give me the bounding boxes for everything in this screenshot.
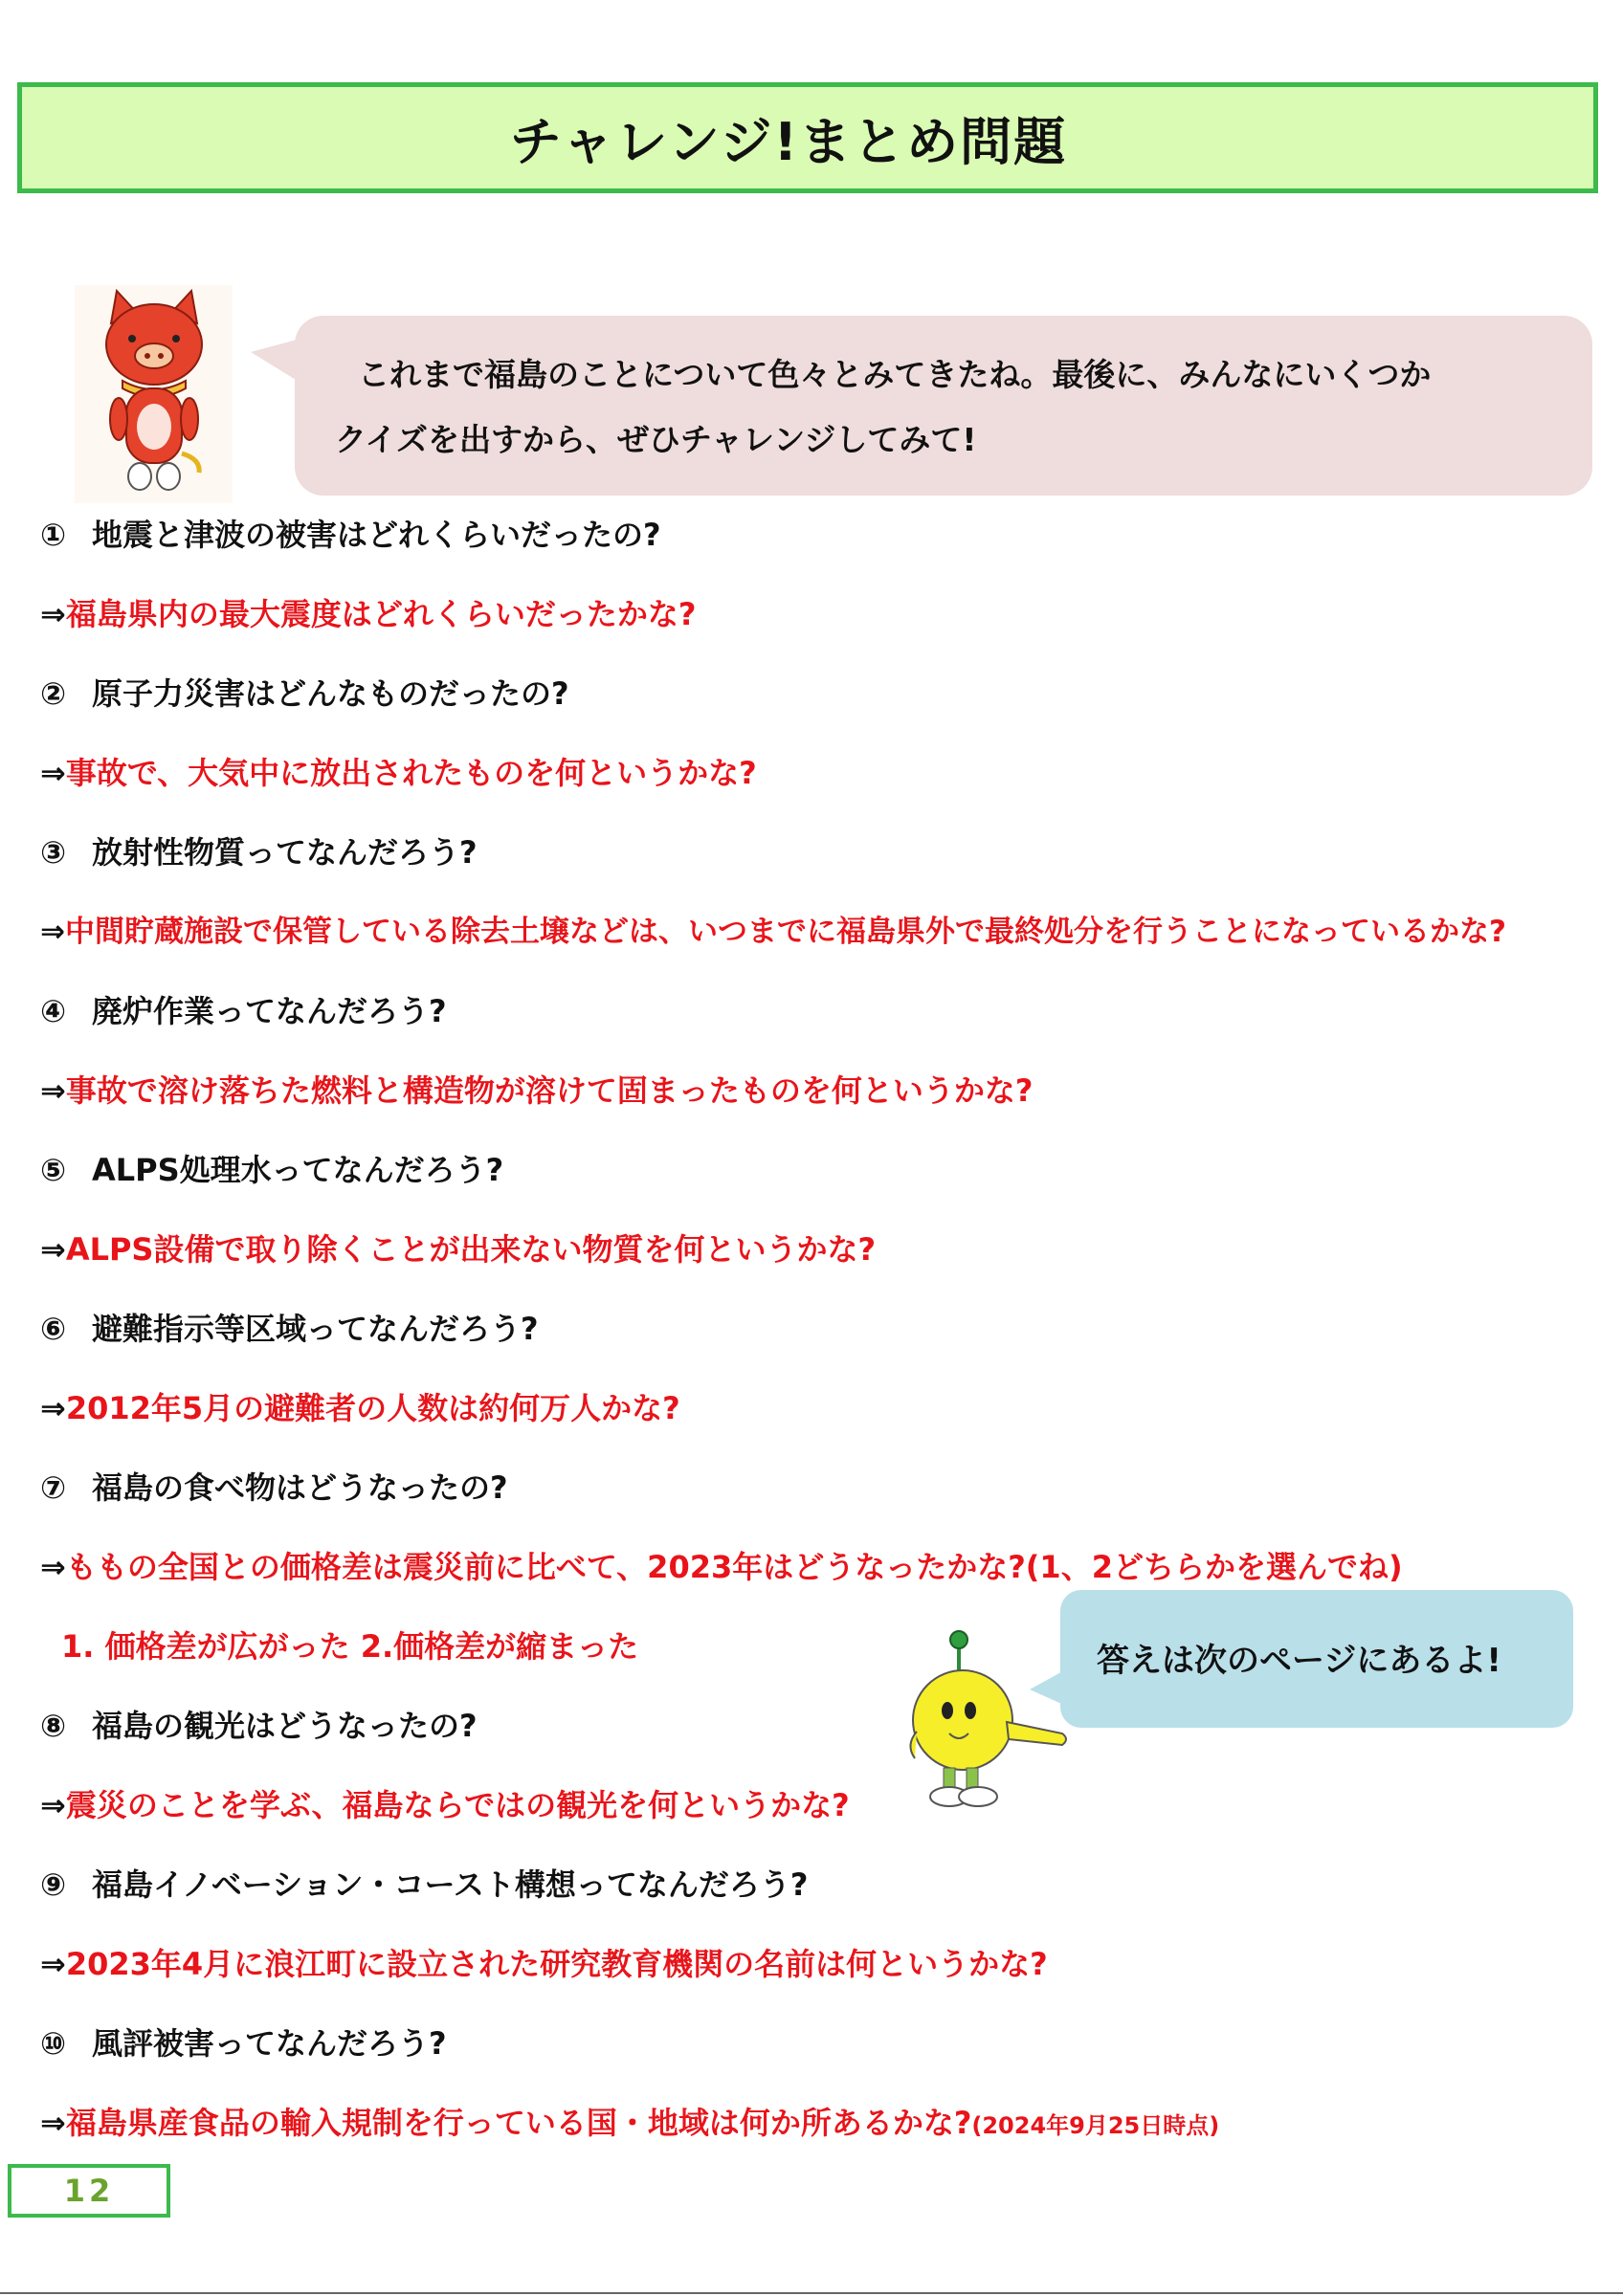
arrow-icon: ⇒ — [40, 1549, 66, 1585]
question-number: ④ — [40, 993, 67, 1029]
quiz-question-3 — [40, 831, 478, 873]
quiz-question-5 — [40, 1149, 503, 1191]
date-note: (2024年9月25日時点) — [971, 2112, 1220, 2139]
question-text: 福島の観光はどうなったの? — [92, 1708, 478, 1744]
arrow-icon: ⇒ — [40, 755, 66, 791]
quiz-hint-7 — [40, 1546, 1403, 1588]
question-number: ③ — [40, 834, 67, 871]
answer-hint-text: 答えは次のページにあるよ! — [1097, 1642, 1501, 1680]
hint-text: 中間貯蔵施設で保管している除去土壌などは、いつまでに福島県外で最終処分を行うことになっているかな? — [64, 915, 1506, 949]
quiz-hint-6 — [40, 1387, 680, 1429]
quiz-hint-9 — [40, 1943, 1048, 1985]
page-number-box — [8, 2164, 170, 2218]
quiz-question-9 — [40, 1864, 808, 1906]
question-text: 原子力災害はどんなものだったの? — [92, 675, 569, 712]
hint-text: 福島県産食品の輸入規制を行っている国・地域は何か所あるかな? — [65, 2105, 972, 2141]
arrow-icon: ⇒ — [40, 596, 66, 632]
hint-text: 事故で、大気中に放出されたものを何というかな? — [65, 755, 757, 791]
quiz-question-8 — [40, 1705, 478, 1747]
question-number: ⑧ — [40, 1708, 67, 1744]
quiz-question-7 — [40, 1467, 508, 1509]
quiz-hint-5 — [40, 1228, 876, 1270]
quiz-hint-8 — [40, 1784, 850, 1826]
question-text: 放射性物質ってなんだろう? — [92, 834, 478, 871]
arrow-icon: ⇒ — [40, 1231, 66, 1268]
intro-text-line-1: これまで福島のことについて色々とみてきたね。最後に、みんなにいくつか — [358, 356, 1432, 393]
arrow-icon: ⇒ — [40, 2105, 66, 2141]
speech-bubble-tail — [251, 335, 300, 392]
question-number: ⑦ — [40, 1469, 67, 1506]
red-mascot-illustration — [75, 285, 233, 503]
question-number: ⑩ — [40, 2025, 67, 2062]
question-text: 避難指示等区域ってなんだろう? — [92, 1311, 539, 1347]
question-text: ALPS処理水ってなんだろう? — [92, 1152, 504, 1188]
question-number: ⑨ — [40, 1866, 67, 1903]
question-number: ① — [40, 517, 67, 553]
arrow-icon: ⇒ — [40, 915, 65, 949]
question-text: 地震と津波の被害はどれくらいだったの? — [92, 517, 661, 553]
quiz-hint-10 — [40, 2102, 1219, 2144]
hint-text: 2012年5月の避難者の人数は約何万人かな? — [65, 1390, 680, 1426]
quiz-question-4 — [40, 990, 447, 1032]
question-text: 福島の食べ物はどうなったの? — [92, 1469, 508, 1506]
question-number: ⑤ — [40, 1152, 67, 1188]
quiz-question-1 — [40, 514, 661, 556]
quiz-hint-1 — [40, 593, 696, 635]
quiz-question-10 — [40, 2022, 447, 2064]
quiz-hint-3 — [40, 911, 1506, 953]
quiz-options-7: 1. 価格差が広がった 2.価格差が縮まった — [61, 1628, 639, 1665]
hint-text: 事故で溶け落ちた燃料と構造物が溶けて固まったものを何というかな? — [65, 1072, 1034, 1109]
page-number: 12 — [63, 2173, 115, 2209]
question-text: 廃炉作業ってなんだろう? — [92, 993, 447, 1029]
question-number: ② — [40, 675, 67, 712]
question-text: 福島イノベーション・コースト構想ってなんだろう? — [92, 1866, 809, 1903]
intro-text-line-2: クイズを出すから、ぜひチャレンジしてみて! — [335, 421, 977, 458]
arrow-icon: ⇒ — [40, 1946, 66, 1982]
hint-text: 震災のことを学ぶ、福島ならではの観光を何というかな? — [65, 1787, 850, 1823]
hint-text: 2023年4月に浪江町に設立された研究教育機関の名前は何というかな? — [65, 1946, 1048, 1982]
quiz-hint-2 — [40, 752, 757, 794]
question-number: ⑥ — [40, 1311, 67, 1347]
quiz-question-6 — [40, 1308, 539, 1350]
arrow-icon: ⇒ — [40, 1787, 66, 1823]
hint-text: 福島県内の最大震度はどれくらいだったかな? — [65, 596, 697, 632]
yellow-mascot-illustration — [901, 1626, 1083, 1827]
title-banner — [17, 82, 1598, 193]
quiz-question-2 — [40, 673, 569, 715]
bottom-divider — [0, 2292, 1623, 2294]
hint-text: ももの全国との価格差は震災前に比べて、2023年はどうなったかな?(1、2どちらかを選んでね) — [65, 1549, 1403, 1585]
arrow-icon: ⇒ — [40, 1072, 66, 1109]
intro-speech-bubble — [295, 316, 1592, 496]
page-title: チャレンジ!まとめ問題 — [509, 111, 1068, 172]
arrow-icon: ⇒ — [40, 1390, 66, 1426]
hint-text: ALPS設備で取り除くことが出来ない物質を何というかな? — [65, 1231, 877, 1268]
quiz-hint-4 — [40, 1070, 1033, 1112]
question-text: 風評被害ってなんだろう? — [92, 2025, 447, 2062]
answer-speech-bubble — [1060, 1590, 1573, 1728]
